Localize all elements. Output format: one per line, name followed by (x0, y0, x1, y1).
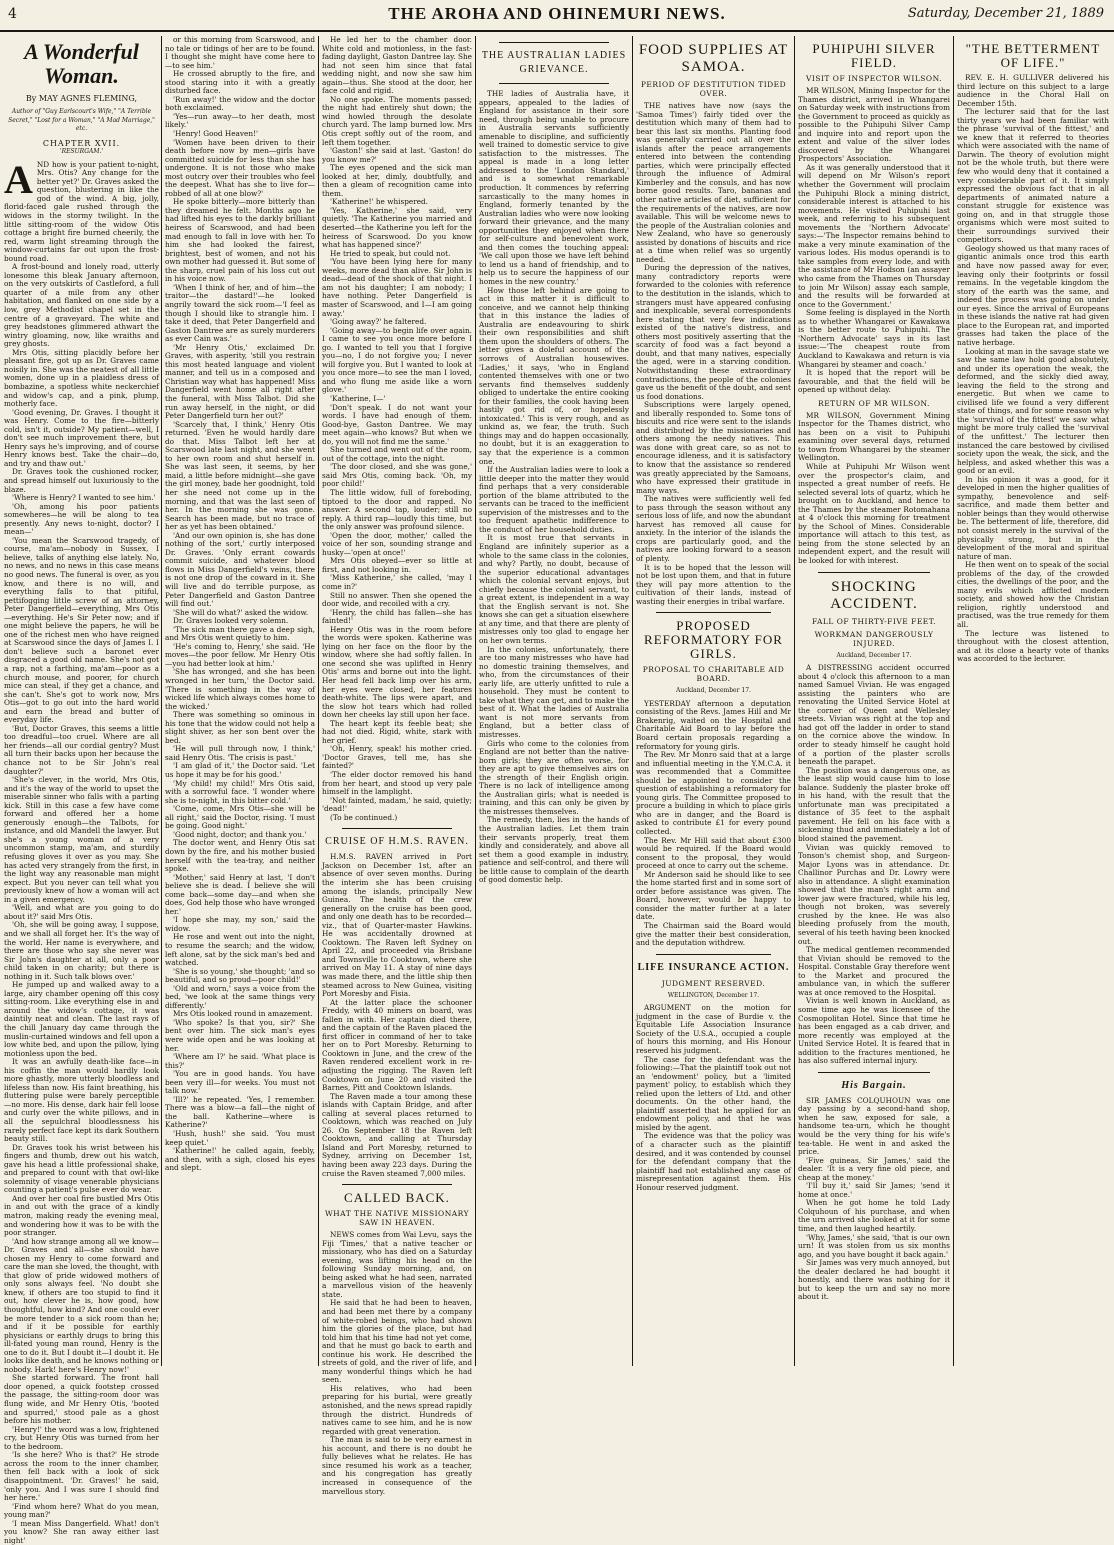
paragraph: 'Henry!' the word was a low, frightened cry, but Henry Otis was turned from her to the bedroom. (4, 1424, 159, 1451)
paragraph: 'The elder doctor removed his hand from her heart, and stood up very pale himself in the lamplight. (322, 770, 472, 797)
accident-article (798, 664, 950, 1066)
paragraph: H.M.S. RAVEN arrived in Port Jackson on December 1st, after an absence of over seven months. During the interim she has been cruising among the islands, principally New Guinea. The health of the crew generally on the cruise has been good, and only one death has to be recorded—viz., that of Quarter-master Hawkins. He was accidentally drowned at Cooktown. The Raven left Sydney on April 22, and proceeded via Brisbane and Townsville to Cooktown, where she arrived on May 11. A stay of nine days was made there, and the little ship then steamed across to New Guinea, visiting Port Moresby and Fisia. (322, 852, 472, 999)
bargain-headline: His Bargain. (841, 1079, 907, 1091)
paragraph: The little widow, full of foreboding, tiptoed to the door and rapped. No answer. A second tap, louder; still no reply. A third rap—loudly this time, but the only answer was profound silence. (322, 487, 472, 532)
divider (342, 828, 452, 829)
paragraph: During the depression of the natives, many contradictory reports were forwarded to the colonies with reference to the destitution in the islands, which to strangers must have appeared confusing and inexplicable, several correspondents here stating that very few indications existed of the native's distress, and others most positively asserting that the scarcity of food was a fact beyond a doubt, and that many natives, especially the aged, were in a starving condition. Notwithstanding these extraordinary contradictions, the people of the colonies gave us the benefit of the doubt, and sent us food donations. (636, 263, 791, 401)
paragraph: The Chairman said the Board would give the matter their best consideration, and the deputation withdrew. (636, 921, 791, 948)
reformatory-subhead: PROPOSAL TO CHARITABLE AID BOARD. (642, 665, 785, 684)
paragraph: 'Old and worn,' says a voice from the bed, 'we look at the same things very differently.' (165, 983, 315, 1010)
paragraph: Mrs Otis looked round in amazement. (173, 1009, 313, 1019)
accident-headline: SHOCKING ACCIDENT. (830, 578, 918, 612)
paragraph: 'Well, and what are you going to do about it?' said Mrs Otis. (4, 903, 159, 921)
paragraph: Still no answer. Then she opened the door wide, and recoiled with a cry. (322, 590, 472, 609)
puhipuhi-subhead: VISIT OF INSPECTOR WILSON. (805, 74, 943, 83)
column-rule (161, 36, 162, 1366)
paragraph: 'Mr Henry Otis,' exclaimed Dr. Graves, with asperity, 'still you restrain this most heated language and violent manner, and tell us in a composed and Christian way what has happened! Miss Dangerfield went home all right after the funeral, with Miss Talbot. Did she run away herself, in the night, or did Peter Dangerfield turn her out?' (165, 342, 315, 421)
paragraph: MR WILSON, Mining Inspector for the Thames district, arrived in Whangarei on Saturday week with instructions from the Government to proceed as quickly as possible to the Puhipuhi Silver Camp and inquire into and report upon the extent and value of the silver lodes discovered by the Whangarei Prospectors' Association. (798, 86, 950, 164)
insurance-headline: LIFE INSURANCE ACTION. (637, 961, 790, 973)
betterment-headline: "THE BETTERMENT OF LIFE." (965, 41, 1101, 70)
samoa-subhead: PERIOD OF DESTITUTION TIDED OVER. (640, 80, 787, 98)
paragraph: 'Good night, doctor; and thank you.' (173, 829, 307, 839)
paragraph: Mrs Otis obeyed—ever so little at first, and not looking in. (322, 556, 472, 574)
paragraph: 'And our own opinion is, she has done nothing of the sort,' curtly interposed Dr. Graves. 'Only errant cowards commit suicide, and whatever blood flows in Miss Dangerfield's veins, there is not one drop of the coward in it. She will live and do terrible purpose, as Peter Dangerfield and Gaston Dantree will find out.' (165, 530, 315, 609)
paragraph: He led her to the chamber door. White cold and motionless, in the fast-fading daylight, Gaston Dantree lay. She had not seen him since that fatal wedding night, and now she saw him again—thus. She stood at the door, her face cold and rigid. (322, 35, 472, 96)
paragraph: The evidence was that the policy was of a character such as the plaintiff desired, and it was contended by counsel for the defendant company that the plaintiff had not established any case of misrepresentation against them. His Honour reserved judgment. (636, 1131, 791, 1192)
column-5 (636, 36, 791, 1366)
divider (656, 612, 771, 613)
divider (818, 1072, 930, 1073)
paragraph: It was an awfully death-like face—in his coffin the man would hardly look more ghastly, more utterly bloodless and lifeless than now. His faint breathing, his fluttering pulse were barely perceptible—no more. His dense, dark hair fell loose and curly over the white pillows, and in all the sepulchral bloodlessness his rarely perfect face kept its dark Southern beauty still. (4, 1057, 159, 1144)
paragraph: She turned and went out of the room, out of the cottage, into the night. (322, 445, 472, 463)
paragraph: The lecturer said that for the last thirty years we had been familiar with the phrase 'survival of the fittest,' and we knew that it referred to theories which were associated with the name of Darwin. The theory of evolution might not be the whole truth, but there were few who would deny that it contained a very considerable part of it. It simply expressed the obvious fact that in all departments of animated nature a constant struggle for existence was going on, and in that struggle those organisms which were most suited to their surroundings survived their competitors. (957, 107, 1109, 245)
bargain-article (798, 1097, 950, 1302)
paragraph: 'Where am I?' he said. 'What place is this?' (165, 1052, 315, 1070)
paragraph: His relatives, who had been preparing for his burial, were greatly astonished, and the news spread rapidly through the district. Hundreds of natives came to see him, and he is now regarded with great veneration. (322, 1383, 472, 1436)
paragraph: The remedy, then, lies in the hands of the Australian ladies. Let them train their servants properly, treat them kindly and considerately, and above all set them a good example in industry, patience and self-control, and there will be little cause to complain of the dearth of good domestic help. (479, 815, 629, 885)
samoa-article (636, 102, 791, 606)
story-continuation (165, 36, 315, 1173)
paragraph: 'The door closed, and she was gone,' said Mrs Otis, coming back. 'Oh, my poor child!' (322, 462, 472, 489)
called-back-headline: CALLED BACK. (344, 1190, 450, 1206)
paragraph: Mr Anderson said he should like to see the home started first and in some sort of order before assistance was given. The Board, however, would be happy to consider the matter further at a later date. (636, 869, 791, 922)
paragraph: 'Why, James,' she said, 'that is our own urn! It was stolen from us six months ago, and you have bought it back again.' (798, 1232, 950, 1259)
paragraph: He spoke bitterly—more bitterly than they dreamed he felt. Months ago he had lifted his eyes to the darkly brilliant heiress of Scarswood, and had been mad enough to fall in love with her. To him she had looked the fairest, brightest, best of women, and not his own mother had guessed it. But some of the sharp, cruel pain of his loss cut out in his voice now. (165, 197, 315, 284)
paragraph: NEWS comes from Wai Levu, says the Fiji 'Times,' that a native teacher or missionary, who has died on a Saturday evening, was lifting his head on the following Sunday morning, and, on being asked what he had seen, narrated a marvellous vision of the heavenly state. (322, 1230, 472, 1299)
paragraph: Vivian was quickly removed to Tonson's chemist shop, and Surgeon-Major Lyons was in attendance. Dr. Challinor Purchas and Dr. Lowry were also in attendance. A slight examination showed that the man's right arm and lower jaw were fractured, while his leg, though not broken, was severely crushed by the knee. He was also bleeding profusely from the mouth, several of his teeth having been knocked out. (798, 842, 950, 946)
paragraph: When he got home he told Lady Colquhoun of his purchase, and when the urn arrived she looked at it for some time, and then laughed heartily. (798, 1198, 950, 1233)
paragraph: 'Katherine!' he whispered. (330, 197, 429, 207)
accident-subhead-2: WORKMAN DANGEROUSLY INJURED. (814, 629, 934, 648)
ladies-headline: THE AUSTRALIAN LADIES GRIEVANCE. (481, 50, 627, 75)
column-rule (794, 36, 795, 1366)
paragraph: 'I'll buy it,' said Sir James; 'send it home at once.' (798, 1181, 950, 1199)
paragraph: THE ladies of Australia have, it appears, appealed to the ladies of England for assistance in their sore need, through being unable to procure in Australia servants sufficiently amenable to discipline, and sufficiently well trained to domestic service to give satisfaction to the mistresses. The appeal is made in a long letter addressed to the 'London Standard,' and is a somewhat remarkable production. It commences by referring sarcastically to the many homes in England, formerly tenanted by the Australian ladies who were now looking forward their grievance, and the many opportunities they enjoyed when there for self-culture and benevolent work, and then comes the touching appeal: 'We call upon those we have left behind to lend us a hand of friendship, and to help us to secure the happiness of our homes in the new country.' (479, 89, 629, 287)
paragraph: 'Women have been driven to their death before now by men—girls have committed suicide for less than she has undergone. It is not those who make most outcry over their troubles who feel the deepest. What has she to live for—robbed of all at one blow?' (165, 137, 315, 198)
paragraph: 'You have been lying here for many weeks, more dead than alive. Sir John is dead—dead of the shock of that night. I am not his daughter; I am nobody; I have nothing. Peter Dangerfield is master of Scarswood, and I—I am going away.' (322, 257, 472, 318)
paragraph: 'Open the door, mother,' called the voice of her son, sounding strange and husky—'open at once!' (322, 530, 472, 557)
divider (499, 42, 609, 43)
column-rule (953, 36, 954, 1366)
accident-subhead-1: FALL OF THIRTY-FIVE FEET. (811, 616, 937, 626)
paragraph: 'Katherine!' he called again, feebly, and then, with a sigh, closed his eyes and slept. (165, 1146, 315, 1173)
paragraph: 'Katherine, I—' (330, 393, 386, 403)
paragraph: 'I hope she may, my son,' said the widow. (165, 915, 315, 933)
paragraph: Henry Otis was in the room before the words were spoken. Katherine was lying on her face on the floor by the window, where she had softly fallen. In one second she was uplifted in Henry Otis' arms and borne out into the light. Her head fell back limp over his arm, her eyes were closed, her features death-white. The lips were apart, and the slow hot tears which had rolled down her cheeks lay still upon her face. (322, 624, 472, 720)
paragraph: There was something so ominous in his tone that the widow could not help a slight shiver, as her son bent over the bed. (165, 710, 315, 745)
paragraph: Dr. Graves took the cushioned rocker, and spread himself out luxuriously to the blaze. (4, 467, 159, 494)
paragraph: 'Yes—run away—to her death, most likely.' (165, 111, 315, 130)
paragraph: REV. E. H. GULLIVER delivered his third lecture on this subject to a large audience in the Choral Hall on December 15th. (957, 73, 1109, 108)
divider (499, 83, 609, 84)
paragraph: The Rev. Mr Monro said that at a large and influential meeting in the Y.M.C.A. it was recommended that a Committee should be appointed to consider the question of establishing a reformatory for young girls. The Committee proposed to procure a building in which to place girls who are in danger, and the Board is asked to contribute £1 for every pound collected. (636, 750, 791, 837)
raven-article (322, 853, 472, 1178)
paragraph: The Rev. Mr Hill said that about £300 would be required. If the Board would consent to the proposal, they would proceed at once to carry out the scheme. (636, 835, 791, 871)
paragraph: Some feeling is displayed in the North as to whether Whangarei or Kawakawa is the better route to Puhipuhi. The 'Northern Advocate' says in its last issue:—'The cheapest route from Auckland to Kawakawa and return is via Whangarei by steamer and coach.' (798, 308, 950, 369)
paragraph: 'Good evening, Dr. Graves. I thought it was Henry. Come to the fire—bitterly cold, isn't it, outside? My patient—well, I don't see much improvement there, but Henry says he's improving, and of course Henry knows best. Take the chair—do, and try and thaw out.' (4, 407, 159, 468)
paragraph: The heart kept its feeble beat; she had not died. Rigid, white, stark with her grief. (322, 718, 472, 745)
paragraph: 'Come, come, Mrs Otis—she will be all right,' said the Doctor, rising. 'I must be going. Good night.' (165, 804, 315, 831)
accident-dateline: Auckland, December 17. (836, 651, 912, 659)
paragraph: 'Mother,' said Henry at last, 'I don't believe she is dead. I believe she will come back—some day—and when she does, God help those who have wronged her.' (165, 872, 315, 916)
called-back-subhead: WHAT THE NATIVE MISSIONARY SAW IN HEAVEN. (324, 1209, 470, 1228)
column-6 (798, 36, 950, 1366)
paragraph: THE natives have now (says the 'Samoa Times') fairly tided over the destitution which many of them had to bear this last six months. Planting food was generally carried out all over the islands after the peace arrangements entered into between the contending parties, which were principally effected through the influence of Admiral Kimberley and the consuls, and has now borne good results. Taro, bananas and other native articles of diet, sufficient for the requirements of the natives, are now available. This will be welcome news to the people of the Australian colonies and New Zealand, who have so generously assisted by donations of biscuits and rice at a time when relief was so urgently needed. (636, 101, 791, 264)
paragraph: How those left behind are going to act in this matter it is difficult to conceive, and we cannot help thinking that in this instance the ladies of Australia are endeavouring to shirk their own responsibilities and shift them upon the shoulders of others. The letter gives a doleful account of the sorrows of Australian housewives. 'Ladies,' it says, 'who in England contented themselves with one or two servants find themselves suddenly obliged to undertake the entire cooking for their families, the cook having been hastily got rid of, or hopelessly intoxicated.' This is very rough, and as unkind as, we fear, the truth. Such things may and do happen occasionally, no doubt, but it is an exaggeration to say that the experience is a common one. (479, 285, 629, 466)
column-rule (318, 36, 319, 1366)
paragraph: 'When I think of her, and of him—the traitor—the dastard!'—he looked angrily toward the sick room—'I feel as though I should like to strangle him. I take it deed, that Peter Dangerfield and Gaston Dantree are as surely murderers as ever Cain was.' (165, 282, 315, 344)
paragraph: The man is said to be very earnest in his account, and there is no doubt he fully believes what he relates. He has since resumed his work as a teacher, and his congregation has greatly increased in consequence of the marvellous story. (322, 1435, 472, 1496)
column-rule (632, 36, 633, 1366)
paragraph: 'Don't speak. I do not want your words. I have had enough of them. Good-bye, Gaston Dantree. We may meet again—who knows? But when we do, you will not find me the same.' (322, 402, 472, 446)
paragraph: 'But, Doctor Graves, this seems a little too dreadful—too cruel. Where are all her friends—all our cordial gentry? Must all turn their backs upon her because the chance not to be Sir John's real daughter?' (4, 723, 159, 776)
paragraph: 'And how strange among all we know—Dr. Graves and all—she should have chosen my Henry to come forward and care the man she loved, the thought, with that glow of pride widowed mothers of only sons always feel. 'No doubt she knew, if others are too stupid to find it out, how clever he is, how good, how thoughtful, how kind? And one could ever be more tender to a sick room than he; and if it be possible for earthly physicians or earthly drugs to bring this ill-fated young man round, Henry is the one to do it. But I doubt it—I doubt it. He looks like death, and he knows nothing or nobody. Hark! here's Henry now!' (4, 1236, 159, 1374)
paragraph: 'Who spoke? Is that you, sir?' She bent over him. The sick man's eyes were wide open and he was looking at her. (165, 1017, 315, 1053)
paragraph: It is most true that servants in England are infinitely superior as a whole to the same class in the colonies, and why? Partly, no doubt, because of the superior educational advantages which the colonial servant enjoys, but chiefly because the colonial servant, to a great extent, is independent in a way that the English servant is not. She knows she can get a situation elsewhere at any time, and that there are plenty of mistresses only too glad to engage her on her own terms. (479, 533, 629, 645)
paragraph: 'Is she here? Who is that?' He strode across the room to the inner chamber, then fell back with a look of sick disappointment. 'Dr. Graves!' he said, 'only you. And I was sure I should find her here.' (4, 1450, 159, 1503)
paragraph: In the colonies, unfortunately, there are too many mistresses who have had no domestic training themselves, and who, from the circumstances of their early life, are utterly unfitted to rule a household. They must be content to take what they can get, and to make the best of it. What the ladies of Australia want is not more servants from England, but a better class of mistresses. (479, 644, 629, 740)
paragraph: 'Gaston!' she said at last. 'Gaston! do you know me?' (322, 146, 472, 164)
paragraph: 'My child! my child!' Mrs Otis said, with a sorrowful face. 'I wonder where she is to-night, in this bitter cold.' (165, 778, 315, 805)
story-title: A Wonderful Woman. (24, 39, 139, 88)
puhipuhi-article (798, 87, 950, 395)
paragraph: 'Not fainted, madam,' he said, quietly; 'dead!' (322, 795, 472, 814)
reformatory-headline: PROPOSED REFORMATORY FOR GIRLS. (644, 618, 783, 662)
column-2 (165, 36, 315, 1366)
insurance-article (636, 1004, 791, 1192)
story-body (4, 156, 159, 1545)
paper-title: THE AROHA AND OHINEMURI NEWS. (388, 4, 726, 23)
paragraph: 'She is so young,' she thought; 'and so beautiful, and so proud—poor child!' (165, 966, 315, 985)
paragraph: 'Find whom here? What do you mean, young man?' (4, 1501, 159, 1520)
paragraph: The eyes opened and the sick man looked at her, dimly, doubtfully, and then a gleam of recognition came into them. (322, 163, 472, 198)
story-conclusion (322, 36, 472, 822)
paragraph: 'He will pull through now, I think,' said Henry Otis. 'The crisis is past.' (165, 744, 315, 762)
paragraph: ARGUMENT on the motion for judgment in the case of Burdie v. the Equitable Life Association Insurance Society of the U.S.A., occupied a couple of hours this morning, and His Honour reserved his judgment. (636, 1003, 791, 1055)
paragraph: She started forward. The front hall door opened, a quick footstep crossed the passage, the sitting-room door was flung wide, and Mr Henry Otis, 'booted and spurred,' stood pale as a ghost before his mother. (4, 1373, 159, 1426)
reformatory-article (636, 700, 791, 948)
paragraph: And over her coal fire bustled Mrs Otis in and out with the grace of a kindly matron, making ready the evening meal, and wondering how it was to be with the poor stranger. (4, 1193, 159, 1238)
paragraph: It is hoped that the report will be favourable, and that the field will be opened up without delay. (798, 368, 950, 395)
paragraph: Dr. Graves took his wrist between his fingers and thumb, drew out his watch, gave his head a little professional shake, and prepared to count with that owl-like solemnity of visage venerable physicians counting a patient's pulse ever do wear. (4, 1142, 159, 1195)
chapter-subtitle: 'RESURGAM.' (59, 148, 104, 156)
column-1 (4, 36, 159, 1545)
paragraph: 'Ill?' he repeated. 'Yes, I remember. There was a blow—a fall—the night of the ball. Katherine—where is Katherine?' (165, 1094, 315, 1130)
paragraph: The natives were sufficiently well fed to pass through the season without any serious loss of life, and now the abundant harvest has removed all cause for anxiety. In the interior of the islands the crops are particularly good, and the natives are looking forward to a season of plenty. (636, 494, 791, 563)
column-4 (479, 36, 629, 1366)
paragraph: The position was a dangerous one, as the least slip would cause him to lose balance. Suddenly the plaster broke off in his hand, with the result that the unfortunate man was precipitated a distance of 35 feet to the asphalt pavement. He fell on his face with a sickening thud and immediately a lot of blood stained the pavement. (798, 765, 950, 844)
paragraph: Looking at man in the savage state we saw the same law hold good absolutely, and under its operation the weak, the deformed, and the sickly died away, leaving the field to the strong and energetic. But when we came to civilised life we found a very different state of things, and for some reason why the 'survival of the fittest' we saw what might be more truly called the 'survival of the unfittest.' The lecturer then instanced the care bestowed by civilised society upon the weak, the sick, and the helpless, and asked whether this was a good or an evil. (957, 346, 1109, 476)
paragraph: The Raven made a tour among these islands with Captain Bridge, and after calling at several places returned to Cooktown, which was reached on July 26. On September 18 the Raven left Cooktown, and calling at Thursday Island and Port Moresby, returned to Sydney, arriving on December 1st, having been away 223 days. During the cruise the Raven steamed 7,000 miles. (322, 1091, 472, 1178)
paragraph: Geology showed us that many races of gigantic animals once trod this earth and have now passed away for ever, leaving only their footprints or fossil remains. In the vegetable kingdom the story of the earth was the same, and indeed the process was going on under our eyes. Since the arrival of Europeans in these islands the native rat had given place to the European rat, and imported grasses had taken the place of the native herbage. (957, 243, 1109, 347)
issue-date: Saturday, December 21, 1889 (907, 6, 1104, 21)
paragraph: 'Hush, hush!' she said. 'You must keep quiet.' (165, 1129, 315, 1147)
paragraph: SIR JAMES COLQUHOUN was one day passing by a second-hand shop, when he saw, exposed for sale, a handsome tea-urn, which he thought would be the very thing for his wife's tea-table. He went in and asked the price. (798, 1095, 950, 1157)
paragraph: In his opinion it was a good, for it developed in men the higher qualities of sympathy, benevolence and self-sacrifice, and made them better and nobler beings than they would otherwise be. The betterment of life, therefore, did not consist merely in the survival of the physically strong, but in the development of the moral and spiritual nature of man. (957, 474, 1109, 561)
paragraph: 'I mean Miss Dangerfield. What! don't you know? She ran away either last night' (4, 1518, 159, 1545)
paragraph: He crossed abruptly to the fire, and stood staring into it with a greatly disturbed face. (165, 69, 315, 96)
paragraph: A DISTRESSING accident occurred about 4 o'clock this afternoon to a man named Samuel Vivian. He was engaged assisting the painters who are renovating the United Service Hotel at the corner of Queen and Wellesley streets. Vivian was right at the top and had got off the ladder in order to stand on the cornice above the window. In order to steady himself he caught hold of a portion of the plaster scrolls beneath the parapet. (798, 663, 950, 767)
paragraph: At the latter place the schooner Freddy, with 40 miners on board, was fallen in with. Her captain died there, and the captain of the Raven placed the first officer in command of her to take her on to Port Moresby. Returning to Cooktown in June, and the crew of the Raven rendered excellent work in re-adjusting the rigging. The Raven left Cooktown on June 20 and visited the Barnes, Pitt and Cooktown Islands. (322, 997, 472, 1093)
puhipuhi-headline: PUHIPUHI SILVER FIELD. (812, 41, 936, 70)
paragraph: or this morning from Scarswood, and no tale or tidings of her are to be found. I thought she might have come here to—to see him.' (165, 35, 315, 70)
paragraph: He tried to speak, but could not. (330, 248, 451, 258)
paragraph: He rose and went out into the night, to resume the search; and the widow, left alone, sat by the sick man's bed and watched. (165, 932, 315, 968)
paragraph: 'Five guineas, Sir James,' said the dealer. 'It is a very fine old piece, and cheap at the money.' (798, 1155, 950, 1182)
paragraph: 'She's clever, in the world, Mrs Otis, and it's the way of the world to upset the miserable sinner who falls with a parting kick. Still in this case a few have come forward and offered her a home generously enough—the Talbots, for instance, and old Mandell the lawyer. But she's a young woman of a very uncommon stamp, ma'am, and sturdily refusing gloves it over as you may. She has acted very strangely from the first, in the light way any reasonable man might expect. But you never can tell what you previously knew of how a woman will act in a given emergency. (4, 775, 159, 904)
paragraph: 'Yes, Katherine,' she said, very quietly. 'The Katherine you married and deserted—the Katherine you left for the heiress of Scarswood. Do you know what has happened since?' (322, 205, 472, 250)
chapter-heading: CHAPTER XVII. (42, 138, 121, 148)
author-works: Author of "Guy Earlscourt's Wife," "A Terrible Secret," "Lost for a Woman," "A Mad Marriage," etc. (8, 108, 155, 133)
paragraph: Subscriptions were largely opened, and liberally responded to. Some tons of biscuits and rice were sent to the islands and distributed by the missionaries and others among the needy natives. This was done with great care, so as not to encourage idleness, and it is satisfactory to know that the assistance so rendered was greatly appreciated by the Samoans, who have expressed their gratitude in many ways. (636, 400, 791, 495)
paragraph: 'Oh, she will be going away, I suppose, and we shall all forget her. It's the way of the world. Her name is everywhere, and there are those who say she never was Sir John's daughter at all, only a poor child taken in on charity; but there is nothing in it. Such talk blows over.' (4, 920, 159, 981)
column-3 (322, 35, 472, 1496)
paragraph: 'Oh, Henry, speak! his mother cried. 'Doctor Graves, tell me, has she fainted?' (322, 744, 472, 771)
column-7 (957, 36, 1109, 1366)
paragraph: 'Henry! Good Heaven!' (173, 129, 258, 139)
paragraph: Mrs Otis, sitting placidly before her pleasant fire, got up as Dr. Graves came noisily in. She was the neatest of all little women, done up in a plaidless dress of bombazine, a spotless white neckerchief and widow's cap, and a pink, plump, motherly face. (4, 347, 159, 409)
column-rule (475, 36, 476, 1366)
divider (342, 1184, 452, 1185)
paragraph: 'Scarcely that, I think,' Henry Otis returned. 'Even he would hardly dare do that. Miss Talbot left her at Scarswood late last night, and she went to her own room and shut herself in. She was last seen, it seems, by her maid, a little before midnight—she gave the girl money, bade her goodnight, told her she need not come up in the morning, and that was the last seen of her. In the morning she was gone. Search has been made, but no trace of her as yet has been obtained.' (165, 419, 315, 532)
paragraph: 'The sick man there gave a deep sigh, and Mrs Otis went quietly to him. (165, 624, 315, 643)
divider (656, 954, 771, 955)
paragraph: Sir James was very much annoyed, but the dealer declared he had bought it honestly, and there was nothing for it but to keep the urn and say no more about it. (798, 1258, 950, 1302)
return-article (798, 412, 950, 566)
paragraph: No one spoke. The moments passed; the night had entirely shut down; the wind howled through the desolate church yard. The lamp burned low. Mrs Otis crept softly out of the room, and left them together. (322, 94, 472, 147)
ladies-article (479, 90, 629, 885)
called-back-article (322, 1231, 472, 1496)
paragraph: ND how is your patient to-night, Mrs. Otis? Any change for the better yet?' Dr. Graves asked the question, blustering in like the god of the wind. A big, jolly, florid-faced gale rushed through the widows in the stormy twilight. In the little sitting-room of the widow Otis cottage a bright fire burned cheerily, the red, warm light streaming through the window-curtains far out upon the frost-bound road. (4, 159, 159, 263)
masthead (0, 0, 1114, 32)
paragraph: He said that he had been to heaven, and had been met there by a company of white-robed beings, who had shown him the glories of the place, but had told him that his time had not yet come, and that he must go back to earth and continue his work. He described the streets of gold, and the river of life, and many wonderful things which he had seen. (322, 1298, 472, 1385)
paragraph: 'Going away—to begin life over again. I came to see you once more before I go. I wanted to tell you that I forgive you—no, I do not forgive you; I never will forgive you. But I wanted to look at you once more—to see the man I loved, and who flung me aside like a worn glove.' (322, 325, 472, 395)
paragraph: 'She will do what?' asked the widow. (173, 607, 309, 617)
insurance-dateline: WELLINGTON, December 17. (667, 991, 760, 999)
insurance-subhead: JUDGMENT RESERVED. (661, 978, 766, 988)
paragraph: Vivian is well known in Auckland, as some time ago he was licensee of the Cosmopolitan Hotel. Since that time he has been engaged as a cab driver, and more recently was employed at the United Service Hotel. It is feared that in addition to the fractures mentioned, he has also suffered internal injury. (798, 996, 950, 1066)
paragraph: 'Run away!' the widow and the doctor both exclaimed. (165, 94, 315, 113)
paragraph: Dr. Graves looked very solemn. (173, 616, 289, 626)
paragraph: 'I am glad of it,' the Doctor said. 'Let us hope it may be for his good.' (165, 761, 315, 780)
paragraph: A frost-bound and lonely road, utterly lonesome this bleak January afternoon, on the very outskirts of Castleford, a full quarter of a mile from any other habitation, and flanked on one side by a low, grey Methodist chapel set in the centre of a graveyard. The white and grey headstones glimmered athwart the wintry gloaming, now, like wraiths and grey ghosts. (4, 262, 159, 349)
paragraph: 'Henry, the child has fallen—she has fainted!' (322, 607, 472, 626)
paragraph: The doctor went, and Henry Otis sat down by the fire, and his mother busied herself with the tea-tray, and neither spoke. (165, 838, 315, 874)
paragraph: 'You are in good hands. You have been very ill—for weeks. You must not talk now.' (165, 1069, 315, 1096)
paragraph: It is to be hoped that the lesson will not be lost upon them, and that in future they will pay more attention to the cultivation of their lands, instead of wasting their energies in tribal warfare. (636, 562, 791, 606)
samoa-headline: FOOD SUPPLIES AT SAMOA. (638, 42, 789, 75)
raven-headline: CRUISE OF H.M.S. RAVEN. (325, 836, 469, 848)
paragraph: 'Where is Henry? I wanted to see him.' (12, 493, 156, 503)
paragraph: The medical gentlemen recommended that Vivian should be removed to the Hospital. Constable Gray therefore went to the Market and procured the ambulance van, in which the sufferer was at once removed to the Hospital. (798, 945, 950, 997)
paragraph: 'She has wronged, and she has been wronged in her turn,' the Doctor said. 'There is something in the way of wicked life which always comes home to the wicked.' (165, 667, 316, 711)
paragraph: YESTERDAY afternoon a deputation consisting of the Revs. James Hill and Mr Brakenrig, waited on the Hospital and Charitable Aid Board to lay before the Board certain proposals regarding a reformatory for young girls. (636, 698, 791, 751)
reformatory-dateline: Auckland, December 17. (676, 687, 751, 695)
paragraph: 'Going away?' he faltered. (330, 317, 427, 327)
divider (818, 572, 930, 573)
paragraph: He then went on to speak of the social problems of the day, of the crowded cities, the dwellings of the poor, and the many evils which afflicted modern society, and showed how the Christian religion, rightly understood and practised, was the true remedy for them all. (957, 560, 1109, 629)
paragraph: 'Miss Katherine,' she called, 'may I come in?' (322, 573, 472, 591)
paragraph: As it was generally understood that it will depend on Mr Wilson's report whether the Government will proclaim the Puhipuhi Block a mining district, considerable interest is attached to his movements. He visited Puhipuhi last week, and referring to his subsequent movements the 'Northern Advocate' says:—'The Inspector remains behind to make a very minute examination of the various lodes. His modus operandi is to take samples from every lode, and with the assistance of Mr Hodson (an assayer who came from the Thames on Thursday to join Mr Wilson) assay each sample, and the results will be forwarded at once to the Government.' (798, 162, 950, 309)
paragraph: 'Oh, among his poor patients somewheres—he will be along to tea presently. Any news to-night, doctor? I mean—' (4, 501, 159, 537)
paragraph: He jumped up and walked away to a large, airy chamber opening off this cosy sitting-room. Like everything else in and around the widow's cottage, it was daintily neat and clean. The last rays of the chill January day came through the muslin-curtained windows and fell upon a low white bed, and upon the pillow, lying motionless upon the bed. (4, 980, 159, 1058)
paragraph: MR WILSON, Government Mining Inspector for the Thames district, who has been on a visit to Puhipuhi examining over several days, returned to town from Whangarei by the steamer Wellington. (798, 410, 950, 463)
paragraph: 'He's coming to, Henry,' she said. 'He moves—the poor fellow. Mr Henry Otis—you had better look at him.' (165, 641, 315, 668)
paragraph: If the Australian ladies were to look a little deeper into the matter they would find perhaps that a very considerable portion of the blame attributed to the servants can be traced to the inefficient supervision of the mistresses and to the too frequent apathetic indifference to the conduct of her household duties. (479, 465, 629, 534)
paragraph: The lecture was listened to throughout with the closest attention, and at its close a hearty vote of thanks was accorded to the lecturer. (957, 628, 1109, 664)
byline: By MAY AGNES FLEMING, (25, 94, 138, 103)
return-headline: RETURN OF MR WILSON. (818, 398, 930, 408)
paragraph: (To be continued.) (330, 812, 398, 822)
drop-cap: A (4, 156, 33, 202)
paragraph: The case for the defendant was the foliowing:—That the plaintiff took out not an 'endowment' policy, but a 'limited payment' policy, to establish which they relied upon the letters of Ltd. and other documents. On the other hand, the plaintiff asserted that he applied for an endowment policy, and that he was misled by the agent. (636, 1054, 791, 1132)
paragraph: While at Puhipuhi Mr Wilson went over the prospector's claim, and inspected a great number of reefs. He selected several lots of quartz, which he brought on to Auckland, and hence to the Thames by the steamer Rotomahana at 4 o'clock this morning for treatment by the School of Mines. Considerable importance will attach to this test, as being from the stone selected by an independent expert, and the result will be looked for with interest. (798, 461, 950, 565)
paragraph: Girls who come to the colonies from England are not better than the native-born girls; they are often worse, for they are apt to give themselves airs on the strength of their English origin. There is no lack of intelligence among the Australian girls; what is needed is training, and this can only be given by the mistresses themselves. (479, 738, 629, 816)
paragraph: 'You mean the Scarswood tragedy, of course, ma'am—nobody in Sussex, I believe, talks of anything else lately. No, no news, and no news in this case means no good news. The funeral is over, as you know, and there is no will, and everything falls to that pitiful, pettifogging little screw of an attorney, Peter Dangerfield—everything, Mrs Otis—everything. He's Sir Peter now; and if one might believe the papers, he will be one of the richest men who have reigned at Scarswood since the days of James I. I don't believe such a baronet ever disgraced a good old name. She's not got a rap, not a farthing, ma'am—poor as a church mouse, and poorer, for church mice can steal, if they get a chance, and she can't. She's got to work now, Mrs Otis—got to go out into the hard world and earn the bread and butter of everyday life. (4, 535, 159, 725)
betterment-article (957, 74, 1109, 664)
page-number: 4 (8, 6, 17, 22)
